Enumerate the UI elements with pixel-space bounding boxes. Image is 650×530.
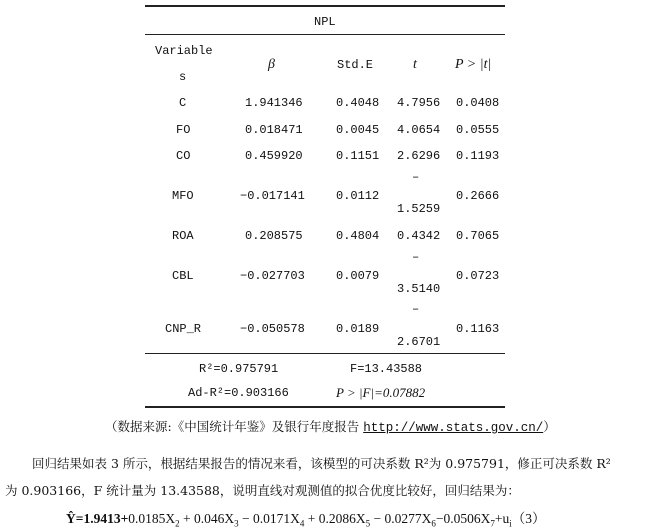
eq-term: + 0.2086X bbox=[304, 511, 366, 526]
cell-beta: −0.017141 bbox=[240, 189, 305, 203]
cell-beta: −0.050578 bbox=[240, 322, 305, 336]
table-footer-rule bbox=[145, 353, 505, 354]
cell-t: 2.6701 bbox=[397, 335, 441, 349]
cell-std-e: 0.1151 bbox=[336, 149, 380, 163]
header-variables: Variable bbox=[155, 44, 213, 58]
cell-t: 4.0654 bbox=[397, 123, 441, 137]
eq-term: − 0.0171X bbox=[238, 511, 300, 526]
eq-sub: 5 bbox=[365, 518, 371, 529]
source-link[interactable]: http://www.stats.gov.cn/ bbox=[363, 421, 544, 435]
table-title: NPL bbox=[314, 15, 336, 29]
paragraph-line-2: 为 0.903166，F 统计量为 13.43588，说明直线对观测值的拟合优度比较好，回归结果为： bbox=[5, 483, 520, 498]
table-top-rule bbox=[145, 5, 505, 7]
eq-term: +u bbox=[494, 511, 510, 526]
cell-std-e: 0.0045 bbox=[336, 123, 380, 137]
cell-beta: −0.027703 bbox=[240, 269, 305, 283]
cell-variable: CNP_R bbox=[165, 322, 202, 336]
header-std-e: Std.E bbox=[337, 58, 374, 72]
paragraph-line-1: 回归结果如表 3 所示，根据结果报告的情况来看，该模型的可决系数 R²为 0.975791，修正可决系数 R² bbox=[32, 456, 611, 471]
cell-p: 0.0408 bbox=[456, 96, 500, 110]
cell-p: 0.1193 bbox=[456, 149, 500, 163]
table-bottom-rule bbox=[145, 406, 505, 408]
eq-term: − 0.0277X bbox=[370, 511, 432, 526]
cell-t: 4.7956 bbox=[397, 96, 441, 110]
cell-std-e: 0.4048 bbox=[336, 96, 380, 110]
cell-p: 0.0555 bbox=[456, 123, 500, 137]
eq-term: 0.0185X bbox=[128, 511, 176, 526]
cell-p: 0.2666 bbox=[456, 189, 500, 203]
cell-std-e: 0.0079 bbox=[336, 269, 380, 283]
cell-variable: CBL bbox=[172, 269, 194, 283]
cell-p: 0.0723 bbox=[456, 269, 500, 283]
eq-number: （3） bbox=[511, 511, 546, 526]
header-beta: β bbox=[268, 57, 275, 72]
stat-p-f: P > |F|=0.07882 bbox=[336, 385, 426, 400]
cell-p: 0.1163 bbox=[456, 322, 500, 336]
header-variables-wrap: s bbox=[179, 70, 187, 84]
table-title-rule bbox=[145, 34, 505, 35]
eq-term: + 0.046X bbox=[179, 511, 235, 526]
eq-sub: 7 bbox=[490, 518, 495, 529]
cell-beta: 1.941346 bbox=[245, 96, 303, 110]
cell-t-sign: – bbox=[412, 170, 420, 184]
header-t: t bbox=[413, 57, 417, 72]
cell-t: 2.6296 bbox=[397, 149, 441, 163]
cell-variable: ROA bbox=[172, 229, 194, 243]
cell-variable: CO bbox=[176, 149, 191, 163]
stat-f: F=13.43588 bbox=[350, 362, 423, 376]
cell-t-sign: – bbox=[412, 302, 420, 316]
cell-beta: 0.018471 bbox=[245, 123, 303, 137]
source-note bbox=[105, 417, 556, 435]
cell-beta: 0.459920 bbox=[245, 149, 303, 163]
cell-t: 0.4342 bbox=[397, 229, 441, 243]
cell-std-e: 0.0112 bbox=[336, 189, 380, 203]
eq-sub: 3 bbox=[234, 518, 239, 529]
cell-variable: MFO bbox=[172, 189, 194, 203]
source-prefix: （数据来源:《中国统计年鉴》及银行年度报告 bbox=[105, 419, 364, 434]
stat-adj-r-squared: Ad-R²=0.903166 bbox=[188, 386, 289, 400]
cell-t-sign: – bbox=[412, 250, 420, 264]
cell-beta: 0.208575 bbox=[245, 229, 303, 243]
cell-std-e: 0.0189 bbox=[336, 322, 380, 336]
cell-variable: C bbox=[179, 96, 187, 110]
eq-term: −0.0506X bbox=[435, 511, 491, 526]
header-p: P > |t| bbox=[455, 57, 492, 72]
regression-equation bbox=[66, 507, 546, 529]
eq-sub: i bbox=[509, 518, 512, 529]
stat-r-squared: R²=0.975791 bbox=[199, 362, 279, 376]
cell-p: 0.7065 bbox=[456, 229, 500, 243]
eq-lhs: Ŷ=1.9413+ bbox=[66, 511, 129, 526]
cell-t: 1.5259 bbox=[397, 202, 441, 216]
eq-sub: 4 bbox=[299, 518, 305, 529]
cell-t: 3.5140 bbox=[397, 282, 441, 296]
cell-std-e: 0.4804 bbox=[336, 229, 380, 243]
eq-sub: 2 bbox=[175, 518, 180, 529]
cell-variable: FO bbox=[176, 123, 191, 137]
source-suffix: ） bbox=[543, 419, 556, 434]
eq-sub: 6 bbox=[431, 518, 436, 529]
